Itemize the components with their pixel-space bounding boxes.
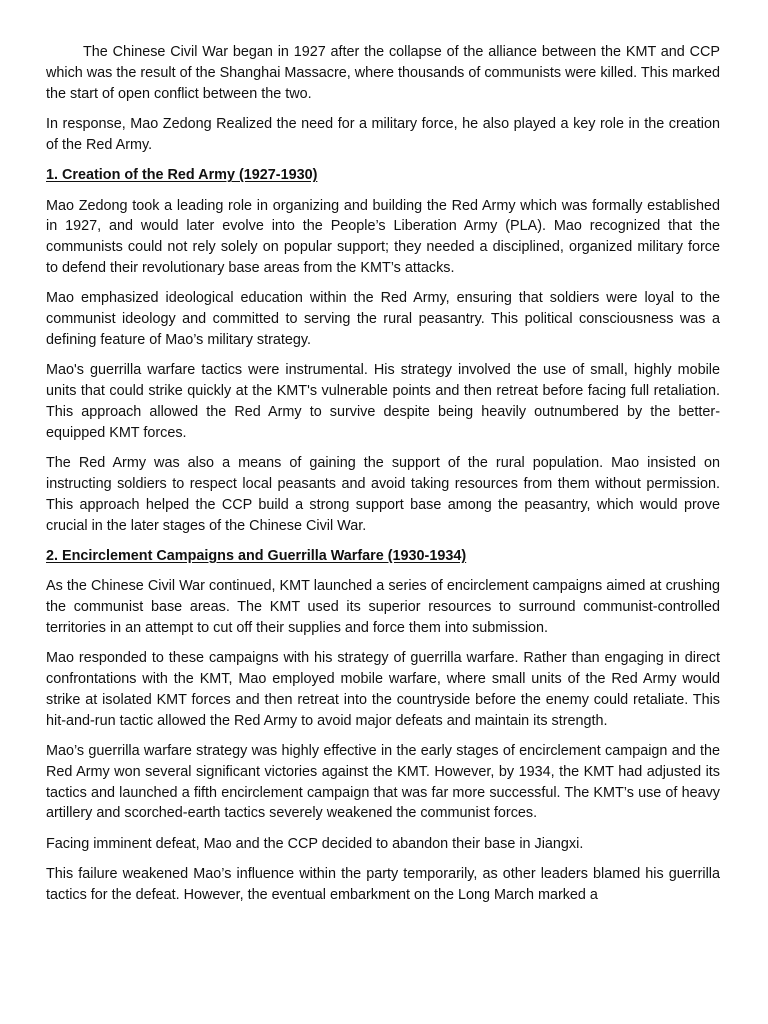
body-paragraph: Mao Zedong took a leading role in organizing and building the Red Army which was formally established in 1927, and would later evolve into the People’s Liberation Army (PLA). Mao recognized that the communists could not rely solely on popular support; they needed a disciplined, organized military force to defend their revolutionary base areas from the KMT’s attacks. bbox=[46, 197, 720, 276]
body-paragraph: Mao’s guerrilla warfare strategy was highly effective in the early stages of encirclement campaign and the Red Army won several significant victories against the KMT. However, by 1934, the KMT had adjusted its tactics and launched a fifth encirclement campaign that was far more successful. The KMT’s use of heavy artillery and scorched-earth tactics severely weakened the communist forces. bbox=[46, 743, 720, 822]
section-heading: 1. Creation of the Red Army (1927-1930) bbox=[46, 167, 318, 184]
section-heading: 2. Encirclement Campaigns and Guerrilla Warfare (1930-1934) bbox=[46, 547, 467, 564]
body-paragraph: Mao responded to these campaigns with his strategy of guerrilla warfare. Rather than engaging in direct confrontations with the KMT, Mao employed mobile warfare, where small units of the Red Army would strike at isolated KMT forces and then retreat into the countryside before the enemy could retaliate. This hit-and-run tactic allowed the Red Army to avoid major defeats and maintain its strength. bbox=[46, 650, 720, 729]
intro-paragraph: The Chinese Civil War began in 1927 after the collapse of the alliance between the KMT and CCP which was the result of the Shanghai Massacre, where thousands of communists were killed. This marked the start of open conflict between the two. bbox=[46, 44, 721, 102]
body-paragraph: Mao's guerrilla warfare tactics were instrumental. His strategy involved the use of small, highly mobile units that could strike quickly at the KMT's vulnerable points and then retreat before facing full retaliation. This approach allowed the Red Army to survive despite being heavily outnumbered by the better-equipped KMT forces. bbox=[46, 362, 720, 441]
document-page bbox=[46, 42, 720, 915]
body-paragraph: Mao emphasized ideological education within the Red Army, ensuring that soldiers were loyal to the communist ideology and committed to serving the rural peasantry. This political consciousness was a defining feature of Mao’s military strategy. bbox=[46, 290, 720, 348]
body-paragraph: Facing imminent defeat, Mao and the CCP decided to abandon their base in Jiangxi. bbox=[46, 835, 584, 852]
body-paragraph: As the Chinese Civil War continued, KMT launched a series of encirclement campaigns aimed at crushing the communist base areas. The KMT used its superior resources to surround communist-controlled territories in an attempt to cut off their supplies and force them into submission. bbox=[46, 578, 720, 636]
body-paragraph: This failure weakened Mao’s influence within the party temporarily, as other leaders blamed his guerrilla tactics for the defeat. However, the eventual embarkment on the Long March marked a bbox=[46, 866, 720, 904]
intro-paragraph: In response, Mao Zedong Realized the need for a military force, he also played a key role in the creation of the Red Army. bbox=[46, 115, 720, 153]
body-paragraph: The Red Army was also a means of gaining the support of the rural population. Mao insisted on instructing soldiers to respect local peasants and avoid taking resources from them without permission. This approach helped the CCP build a strong support base among the peasantry, which would prove crucial in the later stages of the Chinese Civil War. bbox=[46, 455, 720, 534]
